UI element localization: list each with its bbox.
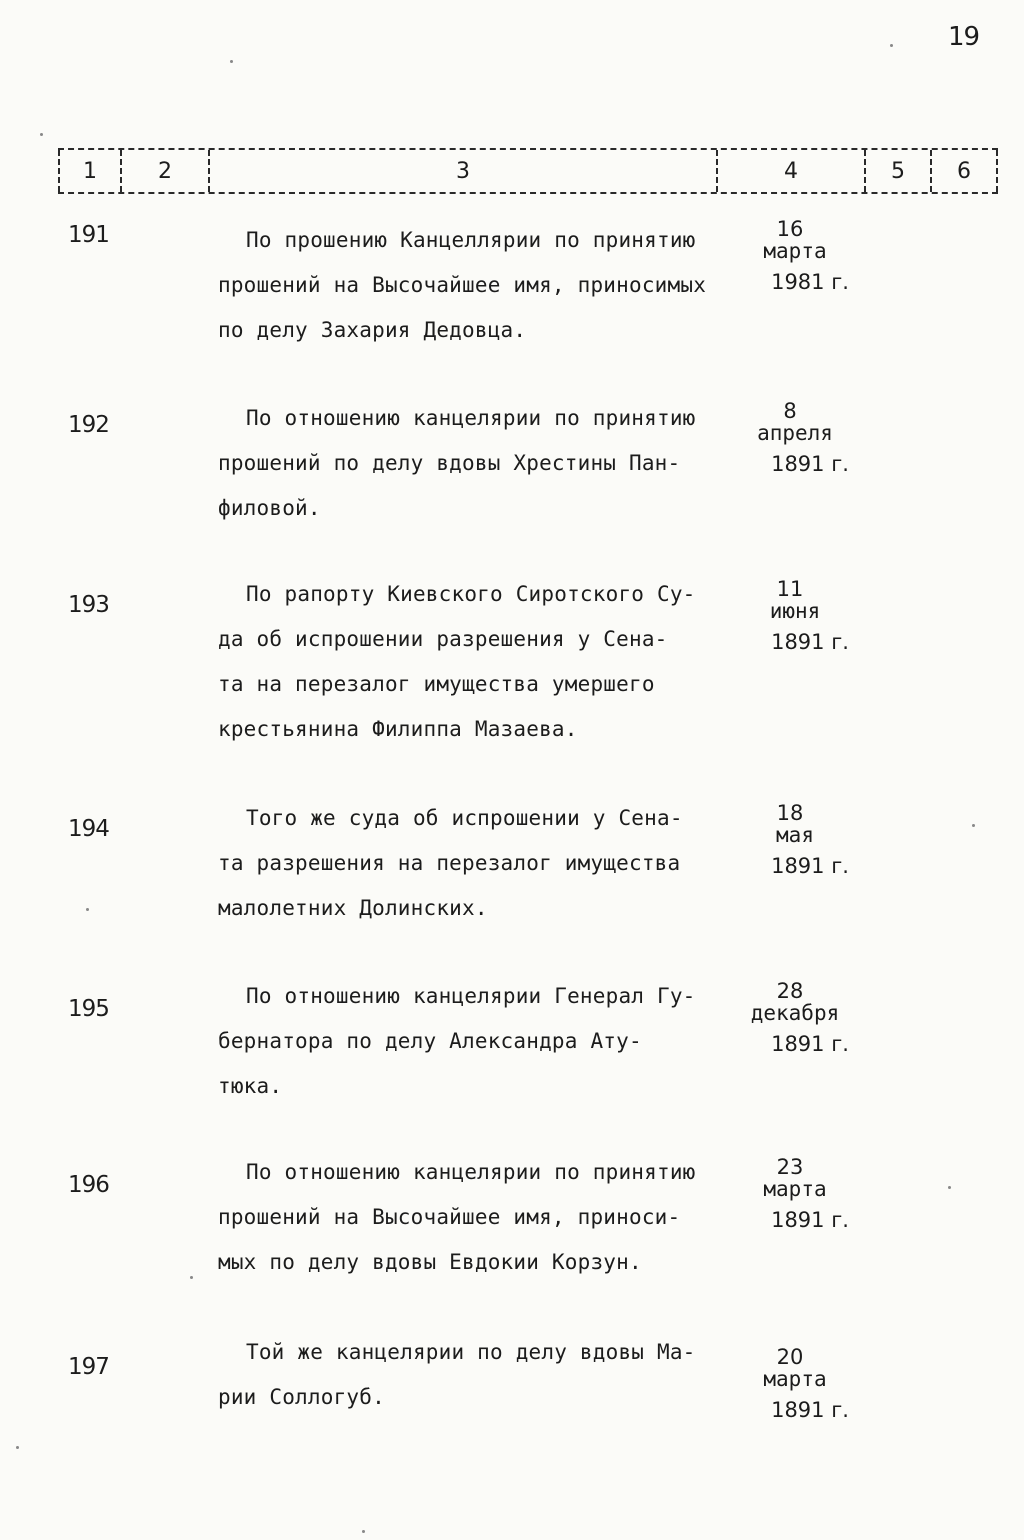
column-header-5: 5 xyxy=(864,150,930,192)
entry-text-line: бернатора по делу Александра Ату- xyxy=(218,1029,642,1053)
column-header-4: 4 xyxy=(716,150,864,192)
scan-speck xyxy=(16,1446,19,1449)
entry-date-year: 1891 г. xyxy=(771,854,849,878)
entry-date-year: 1891 г. xyxy=(771,1398,849,1422)
entry-text-line: крестьянина Филиппа Мазаева. xyxy=(218,717,578,741)
entry-text-line: По отношению канцелярии Генерал Гу- xyxy=(246,984,696,1008)
entry-text-line: филовой. xyxy=(218,496,321,520)
entry-date-year: 1891 г. xyxy=(771,1032,849,1056)
entry-date xyxy=(735,1156,855,1240)
entry-description xyxy=(218,396,738,531)
entry-date-year: 1891 г. xyxy=(771,1208,849,1232)
page-number: 19 xyxy=(948,22,980,52)
entry-text-line: По рапорту Киевского Сиротского Су- xyxy=(246,582,696,606)
entry-date-year: 1891 г. xyxy=(771,630,849,654)
entry-number: 193 xyxy=(68,592,109,618)
entry-date-day: 16 xyxy=(776,217,804,241)
entry-text-line: прошений на Высочайшее имя, приносимых xyxy=(218,273,707,297)
column-header-3: 3 xyxy=(208,150,716,192)
entry-number: 195 xyxy=(68,996,109,1022)
entry-number: 191 xyxy=(68,222,109,248)
scan-speck xyxy=(362,1530,365,1533)
entry-text-line: мых по делу вдовы Евдокии Корзун. xyxy=(218,1250,642,1274)
scan-speck xyxy=(972,824,975,827)
entry-description xyxy=(218,974,738,1109)
entry-date-month: мая xyxy=(776,823,814,847)
entry-text-line: по делу Захария Дедовца. xyxy=(218,318,527,342)
entry-text-line: да об испрошении разрешения у Сена- xyxy=(218,627,668,651)
entry-text-line: По отношению канцелярии по принятию xyxy=(246,1160,696,1184)
entry-number: 196 xyxy=(68,1172,109,1198)
column-header-1: 1 xyxy=(58,150,120,192)
entry-date-day: 18 xyxy=(776,801,804,825)
entry-description xyxy=(218,572,738,752)
entry-date-day: 23 xyxy=(776,1155,804,1179)
scan-speck xyxy=(86,908,89,911)
entry-number: 192 xyxy=(68,412,109,438)
entry-date-month: июня xyxy=(769,599,821,623)
entry-text-line: та разрешения на перезалог имущества xyxy=(218,851,681,875)
table-header xyxy=(58,148,998,194)
entry-date-month: апреля xyxy=(757,421,833,445)
entry-text-line: рии Соллогуб. xyxy=(218,1385,385,1409)
entry-text-line: Той же канцелярии по делу вдовы Ма- xyxy=(246,1340,696,1364)
entry-number: 197 xyxy=(68,1354,109,1380)
column-header-6: 6 xyxy=(930,150,998,192)
entry-text-line: По прошению Канцеллярии по принятию xyxy=(246,228,696,252)
entry-date xyxy=(735,1346,855,1430)
entry-description xyxy=(218,218,738,353)
entry-date-month: декабря xyxy=(750,1001,840,1025)
scan-speck xyxy=(190,1276,193,1279)
entry-text-line: прошений по делу вдовы Хрестины Пан- xyxy=(218,451,681,475)
entry-date-day: 8 xyxy=(783,399,797,423)
entry-number: 194 xyxy=(68,816,109,842)
scan-speck xyxy=(890,44,893,47)
entry-date-year: 1891 г. xyxy=(771,452,849,476)
entry-date-month: марта xyxy=(763,239,827,263)
entry-date-month: марта xyxy=(763,1177,827,1201)
entry-date xyxy=(735,218,855,302)
entry-date xyxy=(735,980,855,1064)
entry-date xyxy=(735,802,855,886)
entry-text-line: Того же суда об испрошении у Сена- xyxy=(246,806,683,830)
scan-speck xyxy=(230,60,233,63)
entry-date-year: 1981 г. xyxy=(771,270,849,294)
entry-description xyxy=(218,796,738,931)
entry-text-line: малолетних Долинских. xyxy=(218,896,488,920)
entry-date xyxy=(735,400,855,484)
entry-date-day: 20 xyxy=(776,1345,804,1369)
entry-date xyxy=(735,578,855,662)
entry-text-line: прошений на Высочайшее имя, приноси- xyxy=(218,1205,681,1229)
entry-description xyxy=(218,1330,738,1420)
entry-text-line: та на перезалог имущества умершего xyxy=(218,672,655,696)
entry-date-day: 11 xyxy=(776,577,804,601)
entry-date-month: марта xyxy=(763,1367,827,1391)
scan-speck xyxy=(40,133,43,136)
scan-speck xyxy=(948,1186,951,1189)
entry-description xyxy=(218,1150,738,1285)
column-header-2: 2 xyxy=(120,150,208,192)
entry-date-day: 28 xyxy=(776,979,804,1003)
entry-text-line: тюка. xyxy=(218,1074,283,1098)
entry-text-line: По отношению канцелярии по принятию xyxy=(246,406,696,430)
